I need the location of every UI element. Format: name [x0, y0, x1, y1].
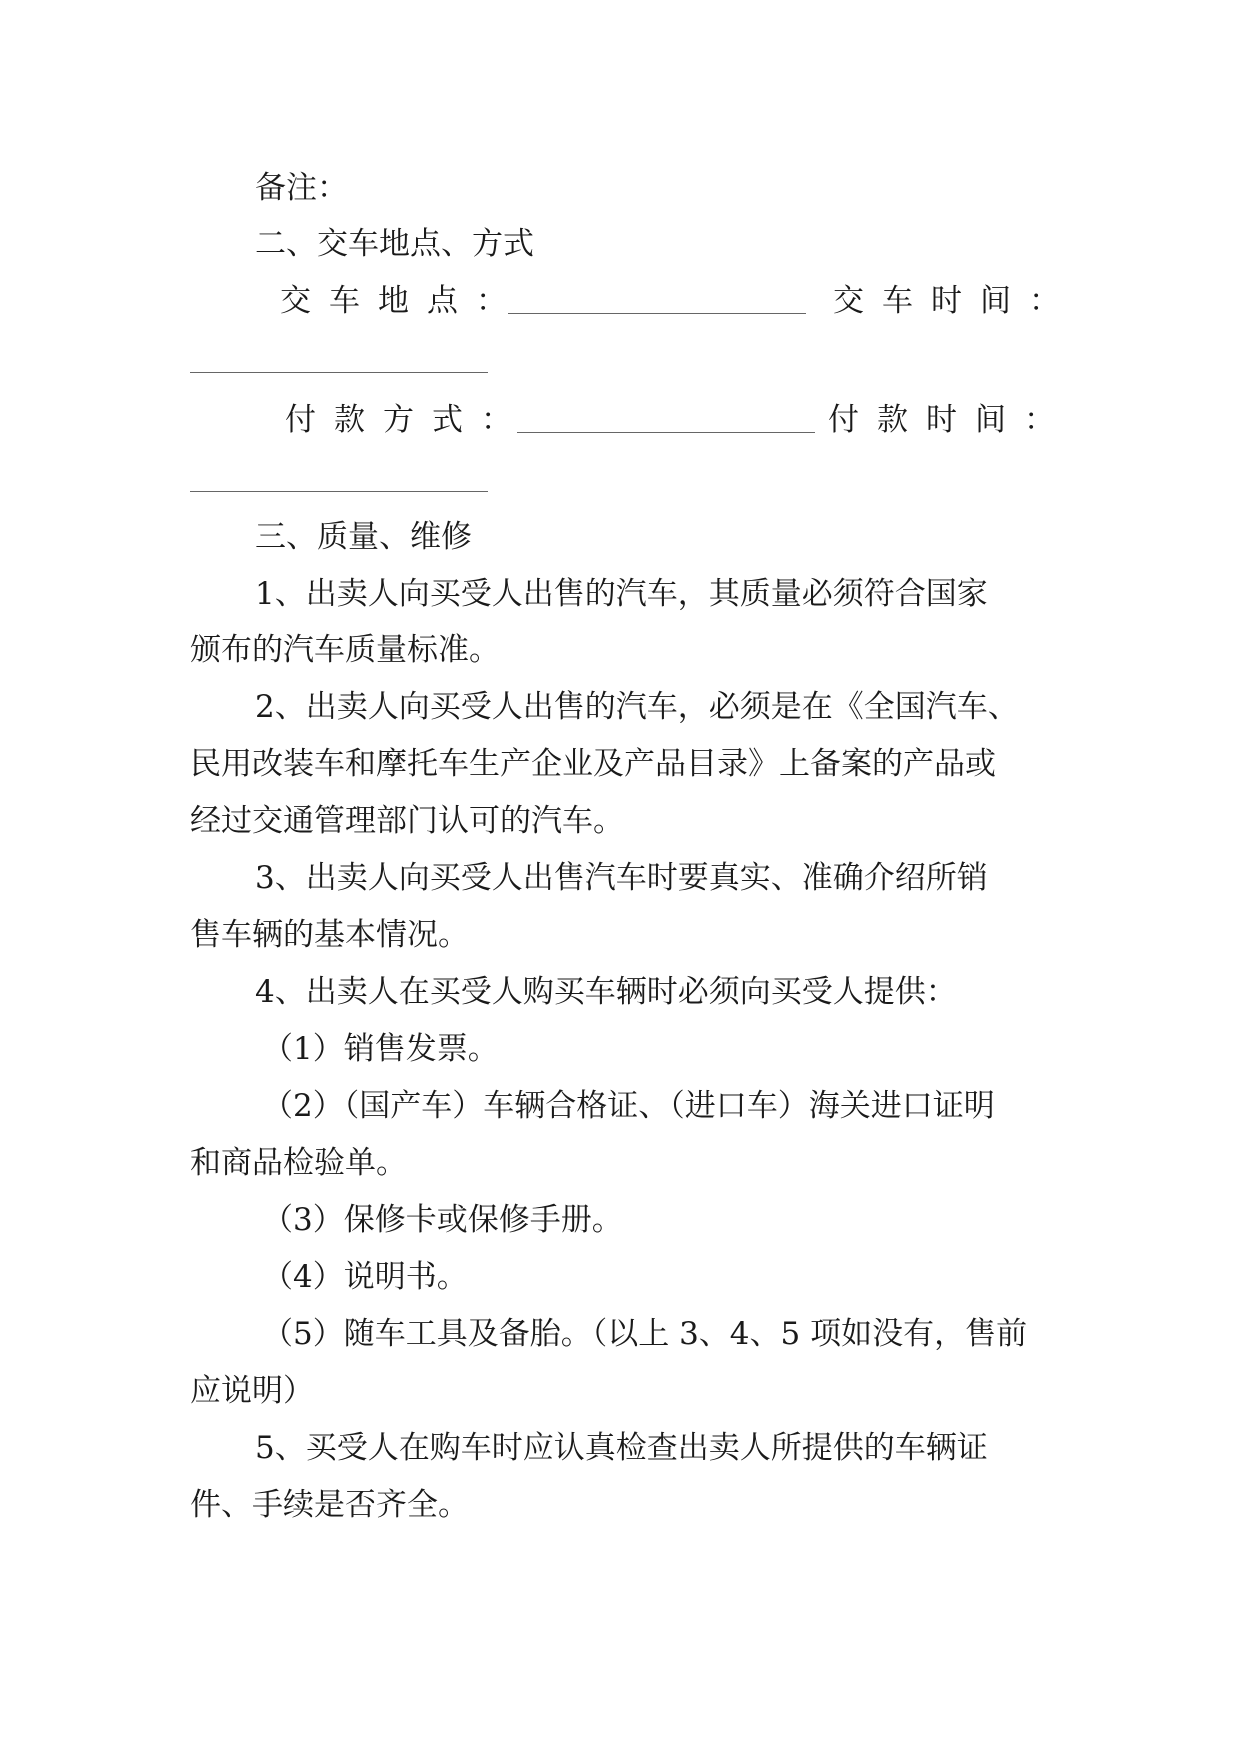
paragraph-line: 经过交通管理部门认可的汽车。 [190, 803, 624, 839]
paragraph-line: 颁布的汽车质量标准。 [190, 632, 500, 668]
list-item: （2）（国产车）车辆合格证、（进口车）海关进口证明 [262, 1088, 995, 1124]
delivery-time-label: 交车时间： [833, 283, 1078, 319]
paragraph-line: 1、出卖人向买受人出售的汽车，其质量必须符合国家 [255, 576, 988, 612]
paragraph-line: 2、出卖人向买受人出售的汽车，必须是在《全国汽车、 [255, 689, 1019, 725]
delivery-place-label: 交车地点： [280, 283, 525, 319]
delivery-place-field[interactable] [508, 313, 806, 314]
paragraph-line: 3、出卖人向买受人出售汽车时要真实、准确介绍所销 [255, 860, 988, 896]
payment-method-label: 付款方式： [285, 402, 530, 438]
paragraph-line: 和商品检验单。 [190, 1145, 407, 1181]
payment-time-label: 付款时间： [828, 402, 1073, 438]
payment-time-field[interactable] [190, 491, 488, 492]
paragraph-line: 民用改装车和摩托车生产企业及产品目录》上备案的产品或 [190, 746, 996, 782]
paragraph-line: 售车辆的基本情况。 [190, 917, 469, 953]
list-item: （5）随车工具及备胎。（以上 3、4、5 项如没有，售前 [262, 1316, 1028, 1352]
paragraph-line: 件、手续是否齐全。 [190, 1487, 469, 1523]
list-item: （1）销售发票。 [262, 1031, 499, 1067]
remark-label: 备注： [255, 170, 348, 206]
delivery-row [190, 281, 1078, 321]
paragraph-line: 应说明） [190, 1373, 314, 1409]
list-item: （4）说明书。 [262, 1259, 468, 1295]
delivery-time-field[interactable] [190, 372, 488, 373]
section-2-heading: 二、交车地点、方式 [255, 226, 534, 262]
list-item: （3）保修卡或保修手册。 [262, 1202, 623, 1238]
paragraph-line: 4、出卖人在买受人购买车辆时必须向买受人提供： [255, 974, 957, 1010]
payment-method-field[interactable] [517, 432, 815, 433]
payment-row [190, 400, 1073, 440]
section-3-heading: 三、质量、维修 [255, 519, 472, 555]
paragraph-line: 5、买受人在购车时应认真检查出卖人所提供的车辆证 [255, 1430, 988, 1466]
